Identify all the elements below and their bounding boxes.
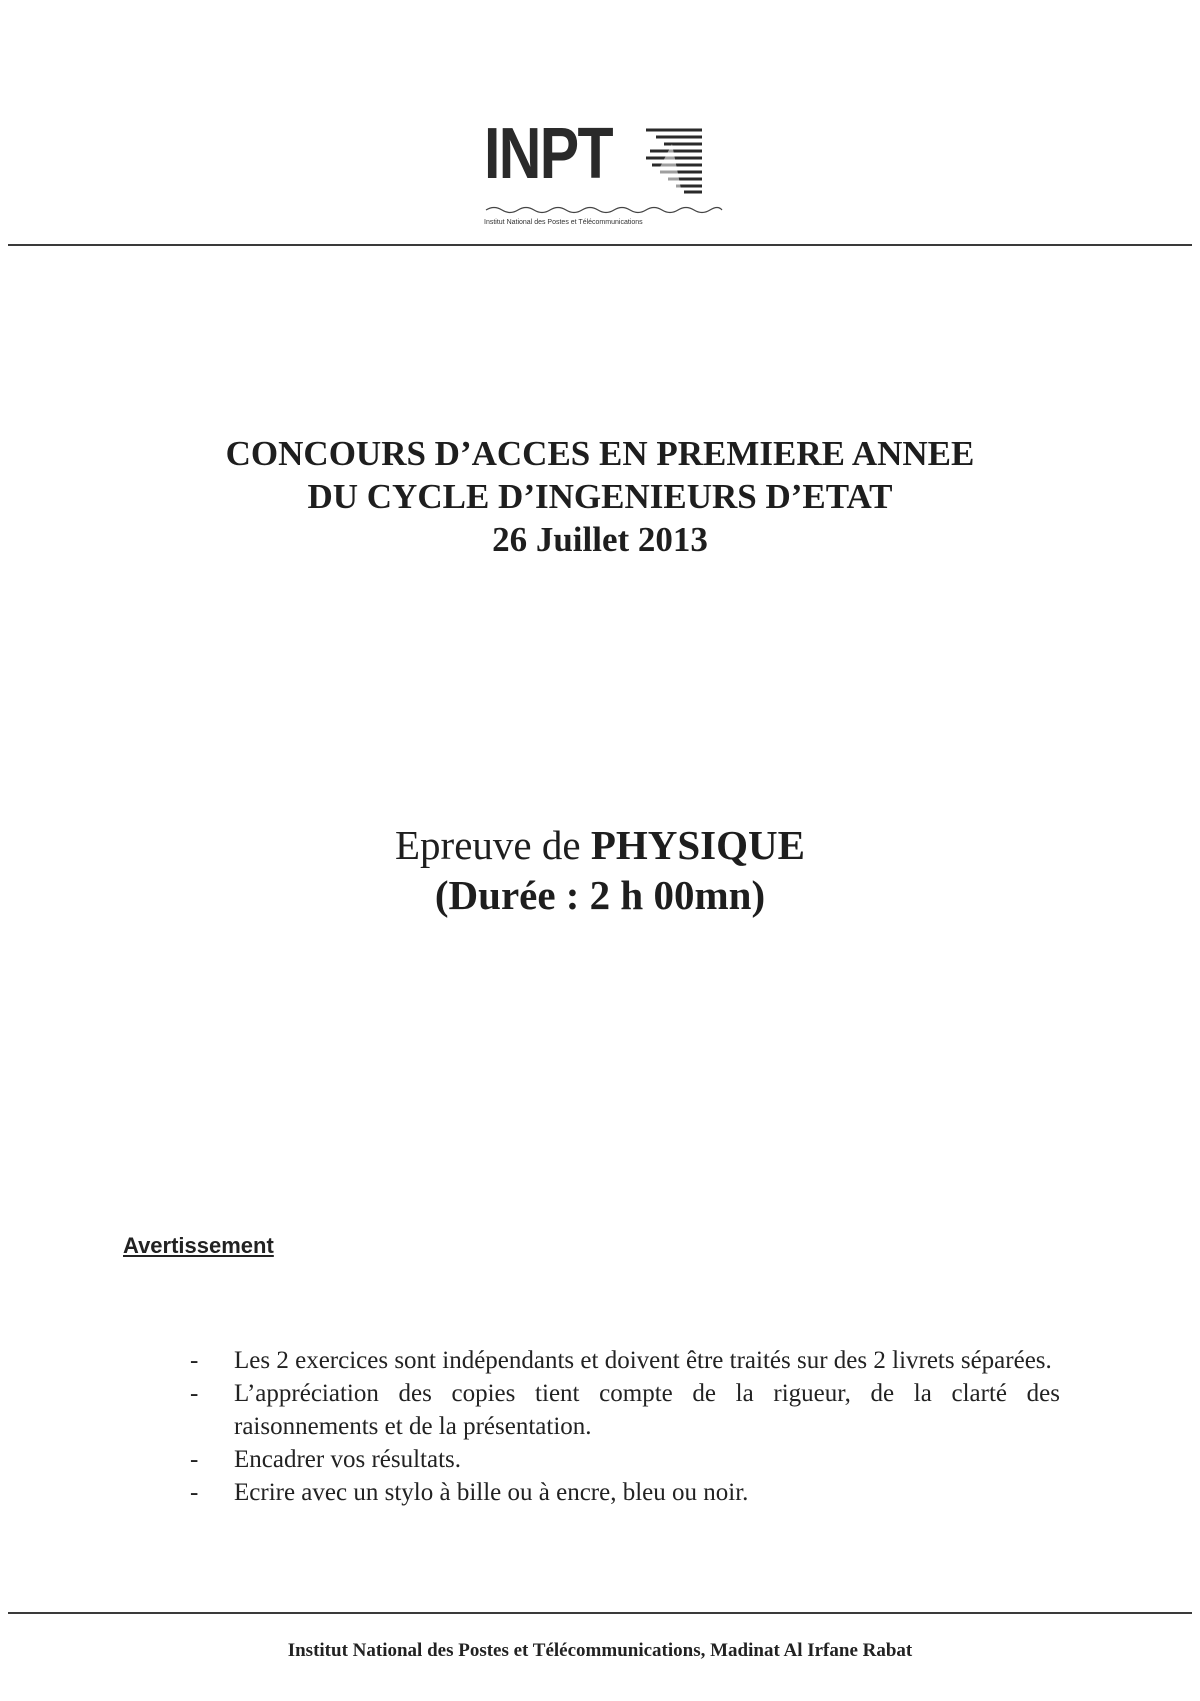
top-divider: [8, 244, 1192, 246]
logo-emblem-icon: [642, 124, 706, 196]
subject-name: PHYSIQUE: [590, 822, 805, 868]
warning-item: [190, 1377, 1060, 1443]
warning-item-text: Les 2 exercices sont indépendants et doivent être traités sur des 2 livrets séparées.: [234, 1347, 1052, 1374]
exam-title: [150, 432, 1050, 561]
subject-line: [200, 820, 1000, 870]
warning-heading: Avertissement: [123, 1233, 274, 1258]
warning-item: [190, 1344, 1060, 1377]
footer-address: Institut National des Postes et Télécommunications, Madinat Al Irfane Rabat: [287, 1640, 913, 1661]
exam-date: 26 Juillet 2013: [492, 520, 708, 559]
subject-prefix: Epreuve de: [395, 822, 581, 868]
warning-item-text: Ecrire avec un stylo à bille ou à encre, bleu ou noir.: [234, 1479, 749, 1506]
title-line-2: DU CYCLE D’INGENIEURS D’ETAT: [307, 477, 893, 516]
exam-duration: (Durée : 2 h 00mn): [434, 872, 766, 918]
logo-subtitle: Institut National des Postes et Télécommunications: [484, 219, 643, 226]
warning-item-text: Encadrer vos résultats.: [234, 1446, 462, 1473]
dash-bullet: -: [190, 1380, 199, 1407]
dash-bullet: -: [190, 1347, 199, 1374]
warning-item: [190, 1443, 1060, 1476]
warning-item-text: L’appréciation des copies tient compte de la rigueur, de la clarté des raisonnements et de la présentation.: [234, 1380, 1060, 1440]
warning-item: [190, 1476, 1060, 1509]
dash-bullet: -: [190, 1446, 199, 1473]
logo-arabic-script: [484, 204, 724, 214]
exam-subject: [200, 820, 1000, 920]
bottom-divider: [8, 1612, 1192, 1614]
title-line-1: CONCOURS D’ACCES EN PREMIERE ANNEE: [225, 434, 975, 473]
logo-wordmark: INPT: [484, 114, 612, 194]
warning-list: [190, 1344, 1060, 1509]
inpt-logo: [484, 114, 724, 236]
dash-bullet: -: [190, 1479, 199, 1506]
